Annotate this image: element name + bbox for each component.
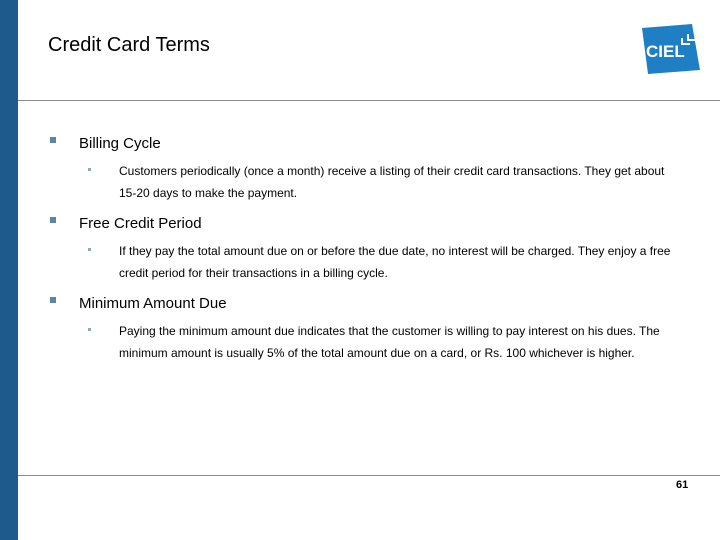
page-number: 61 (676, 479, 689, 491)
footer-divider (18, 475, 720, 476)
bullet-heading: Billing Cycle (79, 135, 161, 152)
title-divider (18, 100, 720, 101)
bullet-heading: Free Credit Period (79, 215, 202, 232)
small-bullet-icon (88, 248, 91, 251)
sub-item (88, 320, 680, 364)
bullet-text: Paying the minimum amount due indicates that the customer is willing to pay interest on his dues. The minimum amount is usually 5% of the total amount due on a card, or Rs. 100 whichever is higher. (119, 324, 660, 360)
list-item (50, 214, 680, 284)
bullet-text: Customers periodically (once a month) receive a listing of their credit card transactions. They get about 15-20 days to make the payment. (119, 164, 665, 200)
square-bullet-icon (50, 217, 56, 223)
left-accent-bar (0, 0, 18, 540)
ciel-logo (634, 20, 704, 78)
small-bullet-icon (88, 328, 91, 331)
sub-item (88, 160, 680, 204)
bullet-heading: Minimum Amount Due (79, 295, 227, 312)
square-bullet-icon (50, 137, 56, 143)
bullet-list (50, 134, 680, 374)
small-bullet-icon (88, 168, 91, 171)
slide-title: Credit Card Terms (48, 34, 210, 56)
bullet-text: If they pay the total amount due on or before the due date, no interest will be charged. They enjoy a free credit period for their transactions in a billing cycle. (119, 244, 671, 280)
square-bullet-icon (50, 297, 56, 303)
list-item (50, 294, 680, 364)
sub-item (88, 240, 680, 284)
list-item (50, 134, 680, 204)
logo-text: CIEL (646, 42, 685, 61)
